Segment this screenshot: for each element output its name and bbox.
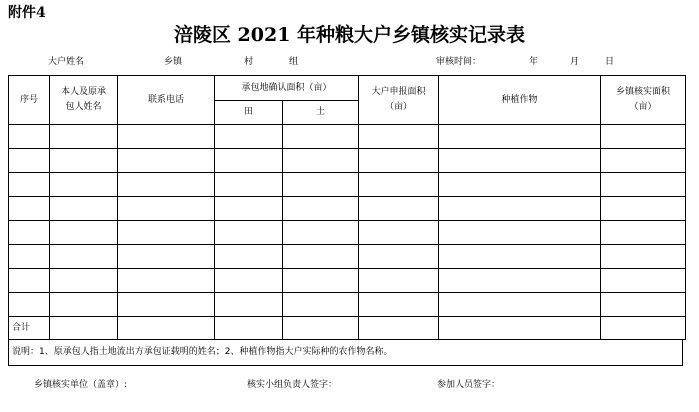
table-cell[interactable] xyxy=(439,197,601,221)
table-row xyxy=(9,125,686,149)
table-cell[interactable] xyxy=(118,245,215,269)
table-cell[interactable] xyxy=(118,197,215,221)
table-cell[interactable] xyxy=(283,221,359,245)
table-cell[interactable] xyxy=(118,173,215,197)
table-cell[interactable] xyxy=(439,125,601,149)
table-cell[interactable] xyxy=(9,149,50,173)
table-cell[interactable] xyxy=(283,269,359,293)
table-cell[interactable] xyxy=(439,149,601,173)
table-cell[interactable] xyxy=(50,149,118,173)
table-cell[interactable] xyxy=(9,293,50,317)
table-row xyxy=(9,149,686,173)
table-cell[interactable] xyxy=(9,269,50,293)
table-cell[interactable] xyxy=(283,245,359,269)
table-cell[interactable] xyxy=(359,317,439,340)
header-verified-area xyxy=(601,76,686,125)
table-cell[interactable] xyxy=(601,293,686,317)
table-cell[interactable] xyxy=(9,125,50,149)
table-cell[interactable] xyxy=(359,245,439,269)
header-verified-line2: （亩） xyxy=(629,102,657,112)
table-cell[interactable] xyxy=(215,245,283,269)
header-declared-line2: （亩） xyxy=(385,102,413,112)
header-verified-line1: 乡镇核实面积 xyxy=(616,87,671,97)
header-name xyxy=(50,76,118,125)
table-cell[interactable] xyxy=(283,317,359,340)
table-cell[interactable] xyxy=(359,125,439,149)
table-cell[interactable] xyxy=(439,317,601,340)
table-cell[interactable] xyxy=(215,293,283,317)
footer-participants-label: 参加人员签字： xyxy=(437,380,501,390)
table-cell[interactable] xyxy=(439,245,601,269)
table-cell[interactable] xyxy=(283,293,359,317)
attachment-label: 附件4 xyxy=(8,5,46,21)
table-cell[interactable] xyxy=(118,125,215,149)
info-month-label: 月 xyxy=(570,57,580,67)
total-label: 合计 xyxy=(9,317,50,340)
table-row xyxy=(9,293,686,317)
header-contract-area: 承包地确认面积（亩） xyxy=(215,76,359,101)
table-cell[interactable] xyxy=(9,173,50,197)
table-cell[interactable] xyxy=(439,221,601,245)
table-cell[interactable] xyxy=(50,293,118,317)
header-land: 土 xyxy=(283,101,359,125)
table-cell[interactable] xyxy=(439,173,601,197)
table-cell[interactable] xyxy=(50,197,118,221)
header-field: 田 xyxy=(215,101,283,125)
header-declared-line1: 大户申报面积 xyxy=(371,87,426,97)
table-cell[interactable] xyxy=(359,173,439,197)
table-cell[interactable] xyxy=(118,317,215,340)
table-cell[interactable] xyxy=(439,293,601,317)
table-cell[interactable] xyxy=(359,269,439,293)
table-row xyxy=(9,245,686,269)
table-cell[interactable] xyxy=(50,173,118,197)
table-cell[interactable] xyxy=(50,125,118,149)
table-cell[interactable] xyxy=(50,221,118,245)
table-row xyxy=(9,269,686,293)
table-cell[interactable] xyxy=(601,245,686,269)
footer-leader-label: 核实小组负责人签字： xyxy=(247,380,338,390)
table-cell[interactable] xyxy=(215,269,283,293)
table-cell[interactable] xyxy=(283,125,359,149)
table-cell[interactable] xyxy=(601,125,686,149)
table-row xyxy=(9,221,686,245)
header-name-line1: 本人及原承 xyxy=(60,87,106,97)
table-cell[interactable] xyxy=(118,221,215,245)
table-cell[interactable] xyxy=(601,149,686,173)
table-cell[interactable] xyxy=(601,269,686,293)
header-crop: 种植作物 xyxy=(439,76,601,125)
table-row xyxy=(9,197,686,221)
info-group-label: 组 xyxy=(289,57,299,67)
table-cell[interactable] xyxy=(215,125,283,149)
table-cell[interactable] xyxy=(215,221,283,245)
table-cell[interactable] xyxy=(283,173,359,197)
table-cell[interactable] xyxy=(359,221,439,245)
table-cell[interactable] xyxy=(215,173,283,197)
table-cell[interactable] xyxy=(215,197,283,221)
table-cell[interactable] xyxy=(359,197,439,221)
info-town-label: 乡镇 xyxy=(164,57,183,67)
table-total-row xyxy=(9,317,686,340)
table-cell[interactable] xyxy=(283,149,359,173)
header-name-line2: 包人姓名 xyxy=(65,102,102,112)
table-cell[interactable] xyxy=(50,317,118,340)
table-cell[interactable] xyxy=(601,221,686,245)
page-title: 涪陵区 2021 年种粮大户乡镇核实记录表 xyxy=(173,24,526,46)
table-cell[interactable] xyxy=(9,245,50,269)
header-declared-area xyxy=(359,76,439,125)
table-cell[interactable] xyxy=(9,221,50,245)
info-village-label: 村 xyxy=(244,57,254,67)
table-cell[interactable] xyxy=(215,317,283,340)
info-name-label: 大户姓名 xyxy=(48,57,85,67)
table-cell[interactable] xyxy=(118,269,215,293)
table-row xyxy=(9,173,686,197)
record-table xyxy=(8,75,686,340)
table-cell[interactable] xyxy=(118,149,215,173)
table-cell[interactable] xyxy=(9,197,50,221)
table-body xyxy=(9,125,686,317)
table-cell[interactable] xyxy=(439,269,601,293)
footer-unit-label: 乡镇核实单位（盖章）: xyxy=(34,380,128,390)
table-cell[interactable] xyxy=(359,149,439,173)
table-cell[interactable] xyxy=(359,293,439,317)
header-seq: 序号 xyxy=(9,76,50,125)
table-cell[interactable] xyxy=(118,293,215,317)
info-day-label: 日 xyxy=(605,57,615,67)
header-phone: 联系电话 xyxy=(118,76,215,125)
note-text: 说明：1、原承包人指土地流出方承包证载明的姓名；2、种植作物指大户实际种的农作物名称。 xyxy=(8,339,683,366)
table-cell[interactable] xyxy=(601,317,686,340)
table-cell[interactable] xyxy=(215,149,283,173)
table-cell[interactable] xyxy=(601,173,686,197)
info-review-time-label: 审核时间： xyxy=(436,57,482,67)
table-cell[interactable] xyxy=(283,197,359,221)
table-cell[interactable] xyxy=(50,245,118,269)
info-year-label: 年 xyxy=(529,57,539,67)
table-cell[interactable] xyxy=(601,197,686,221)
table-cell[interactable] xyxy=(50,269,118,293)
